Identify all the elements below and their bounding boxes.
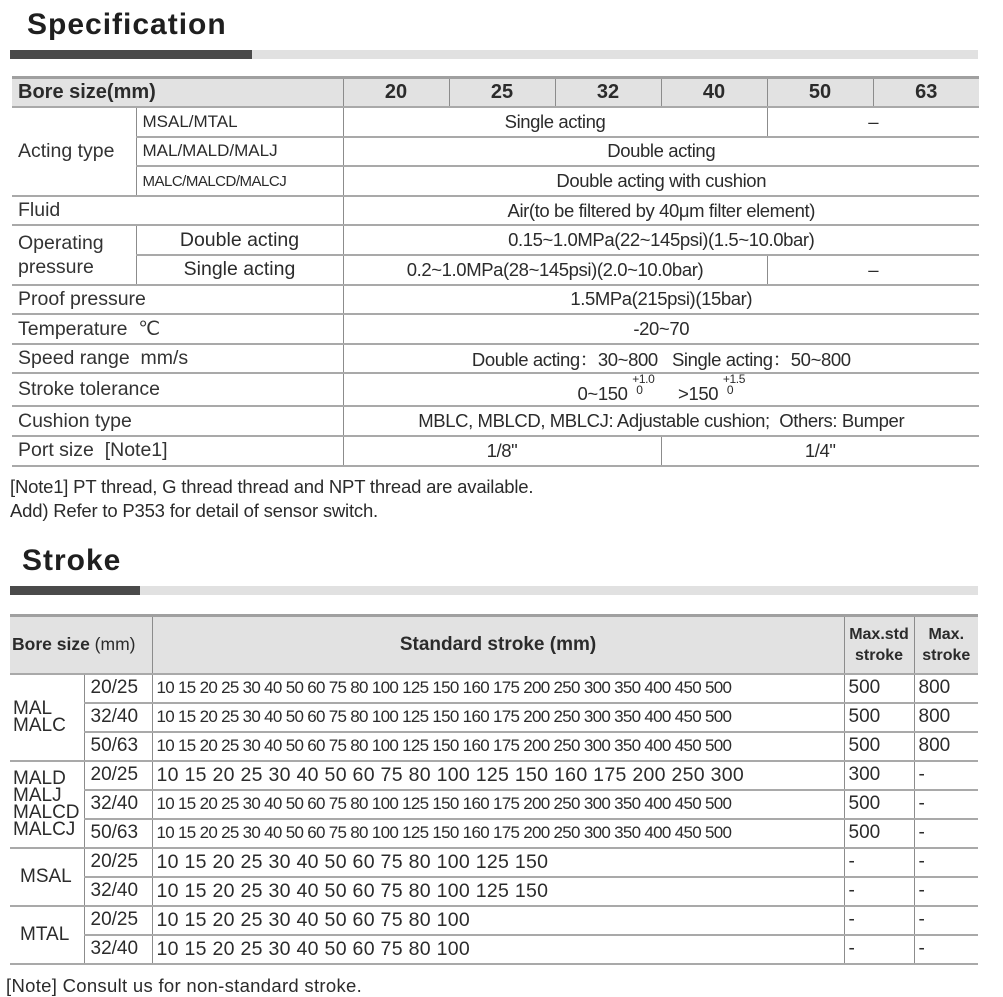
max-stroke-value: - — [914, 790, 978, 819]
bore-50: 50 — [767, 78, 873, 108]
max-std-stroke-header — [844, 616, 914, 674]
acting-type-value: Single acting — [343, 107, 767, 137]
bore-unit-text: (mm) — [89, 634, 136, 655]
bore-40: 40 — [661, 78, 767, 108]
bore-cell: 20/25 — [84, 848, 152, 877]
bore-size-text: Bore size — [12, 634, 90, 655]
max-stroke-value: 800 — [914, 674, 978, 703]
series-label: MAL MALC — [10, 674, 84, 761]
max-std-stroke-value: - — [844, 935, 914, 964]
series-label: MSAL — [10, 848, 84, 906]
port-size-large: 1/4" — [661, 436, 979, 466]
speed-range-row — [12, 344, 979, 374]
stroke-row — [10, 732, 978, 761]
standard-stroke-values: 10 15 20 25 30 40 50 60 75 80 100 125 150 160 175 200 250 300 350 400 450 500 — [152, 703, 844, 732]
cushion-type-label: Cushion type — [12, 406, 343, 436]
stroke-row — [10, 790, 978, 819]
max-std-stroke-value: 500 — [844, 674, 914, 703]
standard-stroke-values: 10 15 20 25 30 40 50 60 75 80 100 125 150 160 175 200 250 300 350 400 450 500 — [152, 790, 844, 819]
specification-title: Specification — [27, 8, 227, 41]
port-size-label: Port size [Note1] — [12, 436, 343, 466]
stroke-row — [10, 848, 978, 877]
stroke-row — [10, 761, 978, 790]
specification-table — [12, 76, 979, 467]
acting-type-row-1 — [12, 107, 979, 137]
acting-type-row-3 — [12, 166, 979, 196]
operating-pressure-label: Operating pressure — [12, 225, 136, 284]
stroke-row — [10, 935, 978, 964]
max-std-stroke-value: 500 — [844, 790, 914, 819]
bore-cell: 50/63 — [84, 819, 152, 848]
fluid-row — [12, 196, 979, 226]
stroke-bore-header — [10, 616, 152, 674]
standard-stroke-values: 10 15 20 25 30 40 50 60 75 80 100 125 150 — [152, 877, 844, 906]
temperature-row — [12, 314, 979, 344]
proof-pressure-label: Proof pressure — [12, 285, 343, 315]
tolerance-1-upper: +1.0 — [632, 372, 655, 387]
operating-pressure-single-label: Single acting — [136, 255, 343, 285]
bore-cell: 50/63 — [84, 732, 152, 761]
series-label: MALD MALJ MALCD MALCJ — [10, 761, 84, 848]
stroke-tolerance-row — [12, 373, 979, 406]
standard-stroke-values: 10 15 20 25 30 40 50 60 75 80 100 — [152, 906, 844, 935]
acting-type-model: MALC/MALCD/MALCJ — [136, 166, 343, 196]
acting-type-model: MAL/MALD/MALJ — [136, 137, 343, 167]
bore-20: 20 — [343, 78, 449, 108]
acting-type-model: MSAL/MTAL — [136, 107, 343, 137]
max-stroke-value: - — [914, 761, 978, 790]
max-std-stroke-value: 500 — [844, 819, 914, 848]
temperature-value: -20~70 — [343, 314, 979, 344]
port-size-row — [12, 436, 979, 466]
speed-range-value: Double acting：30~800 Single acting：50~800 — [343, 344, 979, 374]
bore-63: 63 — [873, 78, 979, 108]
standard-stroke-values: 10 15 20 25 30 40 50 60 75 80 100 — [152, 935, 844, 964]
max-std-line2: stroke — [854, 646, 904, 664]
acting-type-value: Double acting with cushion — [343, 166, 979, 196]
tolerance-range-2: >150 — [678, 383, 719, 405]
speed-range-label: Speed range mm/s — [12, 344, 343, 374]
standard-stroke-header: Standard stroke (mm) — [152, 616, 844, 674]
stroke-tolerance-label: Stroke tolerance — [12, 373, 343, 406]
operating-pressure-double-label: Double acting — [136, 225, 343, 255]
max-line2: stroke — [922, 646, 971, 664]
bore-cell: 20/25 — [84, 761, 152, 790]
bore-cell: 20/25 — [84, 674, 152, 703]
stroke-row — [10, 906, 978, 935]
proof-pressure-value: 1.5MPa(215psi)(15bar) — [343, 285, 979, 315]
stroke-note: [Note] Consult us for non-standard stroke. — [6, 975, 363, 996]
max-stroke-value: - — [914, 877, 978, 906]
tolerance-2-upper: +1.5 — [722, 372, 745, 387]
bore-cell: 32/40 — [84, 790, 152, 819]
fluid-value: Air(to be filtered by 40μm filter element) — [343, 196, 979, 226]
operating-pressure-single-value: 0.2~1.0MPa(28~145psi)(2.0~10.0bar) — [343, 255, 767, 285]
stroke-title: Stroke — [22, 544, 122, 577]
bore-32: 32 — [555, 78, 661, 108]
bore-cell: 20/25 — [84, 906, 152, 935]
stroke-table-body — [10, 674, 978, 964]
bore-size-header: Bore size(mm) — [12, 78, 343, 108]
acting-type-row-2 — [12, 137, 979, 167]
note-add: Add) Refer to P353 for detail of sensor switch. — [10, 500, 378, 521]
tolerance-range-1: 0~150 — [577, 383, 628, 405]
stroke-tolerance-value — [343, 373, 979, 406]
max-std-stroke-value: - — [844, 877, 914, 906]
port-size-small: 1/8" — [343, 436, 661, 466]
proof-pressure-row — [12, 285, 979, 315]
max-stroke-value: - — [914, 819, 978, 848]
max-std-stroke-value: - — [844, 848, 914, 877]
acting-type-value: Double acting — [343, 137, 979, 167]
max-std-stroke-value: 500 — [844, 703, 914, 732]
bore-cell: 32/40 — [84, 935, 152, 964]
temperature-label: Temperature ℃ — [12, 314, 343, 344]
stroke-row — [10, 819, 978, 848]
bore-cell: 32/40 — [84, 877, 152, 906]
tolerance-2-lower: 0 — [726, 383, 734, 398]
stroke-header-row — [10, 616, 978, 674]
stroke-title-bar — [10, 586, 978, 595]
max-stroke-value: 800 — [914, 732, 978, 761]
standard-stroke-values: 10 15 20 25 30 40 50 60 75 80 100 125 150 160 175 200 250 300 350 400 450 500 — [152, 732, 844, 761]
tolerance-2 — [723, 374, 745, 396]
max-stroke-value: - — [914, 935, 978, 964]
standard-stroke-values: 10 15 20 25 30 40 50 60 75 80 100 125 150 — [152, 848, 844, 877]
cushion-type-value: MBLC, MBLCD, MBLCJ: Adjustable cushion; Others: Bumper — [343, 406, 979, 436]
standard-stroke-values: 10 15 20 25 30 40 50 60 75 80 100 125 150 160 175 200 250 300 350 400 450 500 — [152, 674, 844, 703]
max-stroke-header — [914, 616, 978, 674]
stroke-row — [10, 674, 978, 703]
operating-pressure-row-2 — [12, 255, 979, 285]
note-1: [Note1] PT thread, G thread thread and NPT thread are available. — [10, 476, 534, 497]
operating-pressure-single-na: – — [767, 255, 979, 285]
max-stroke-value: - — [914, 906, 978, 935]
stroke-table — [10, 614, 978, 965]
series-label: MTAL — [10, 906, 84, 964]
max-std-line1: Max.std — [849, 625, 909, 643]
specification-title-bar — [10, 50, 978, 59]
max-stroke-value: 800 — [914, 703, 978, 732]
stroke-row — [10, 703, 978, 732]
operating-pressure-double-value: 0.15~1.0MPa(22~145psi)(1.5~10.0bar) — [343, 225, 979, 255]
tolerance-1-lower: 0 — [636, 383, 643, 398]
max-stroke-value: - — [914, 848, 978, 877]
fluid-label: Fluid — [12, 196, 343, 226]
standard-stroke-values: 10 15 20 25 30 40 50 60 75 80 100 125 150 160 175 200 250 300 350 400 450 500 — [152, 819, 844, 848]
operating-pressure-row-1 — [12, 225, 979, 255]
standard-stroke-values: 10 15 20 25 30 40 50 60 75 80 100 125 150 160 175 200 250 300 — [152, 761, 844, 790]
max-std-stroke-value: 300 — [844, 761, 914, 790]
acting-type-label: Acting type — [12, 107, 136, 196]
bore-cell: 32/40 — [84, 703, 152, 732]
bore-25: 25 — [449, 78, 555, 108]
acting-type-value-na: – — [767, 107, 979, 137]
max-line1: Max. — [928, 625, 965, 643]
stroke-row — [10, 877, 978, 906]
spec-header-row — [12, 78, 979, 108]
cushion-type-row — [12, 406, 979, 436]
max-std-stroke-value: - — [844, 906, 914, 935]
tolerance-1 — [632, 374, 654, 396]
max-std-stroke-value: 500 — [844, 732, 914, 761]
